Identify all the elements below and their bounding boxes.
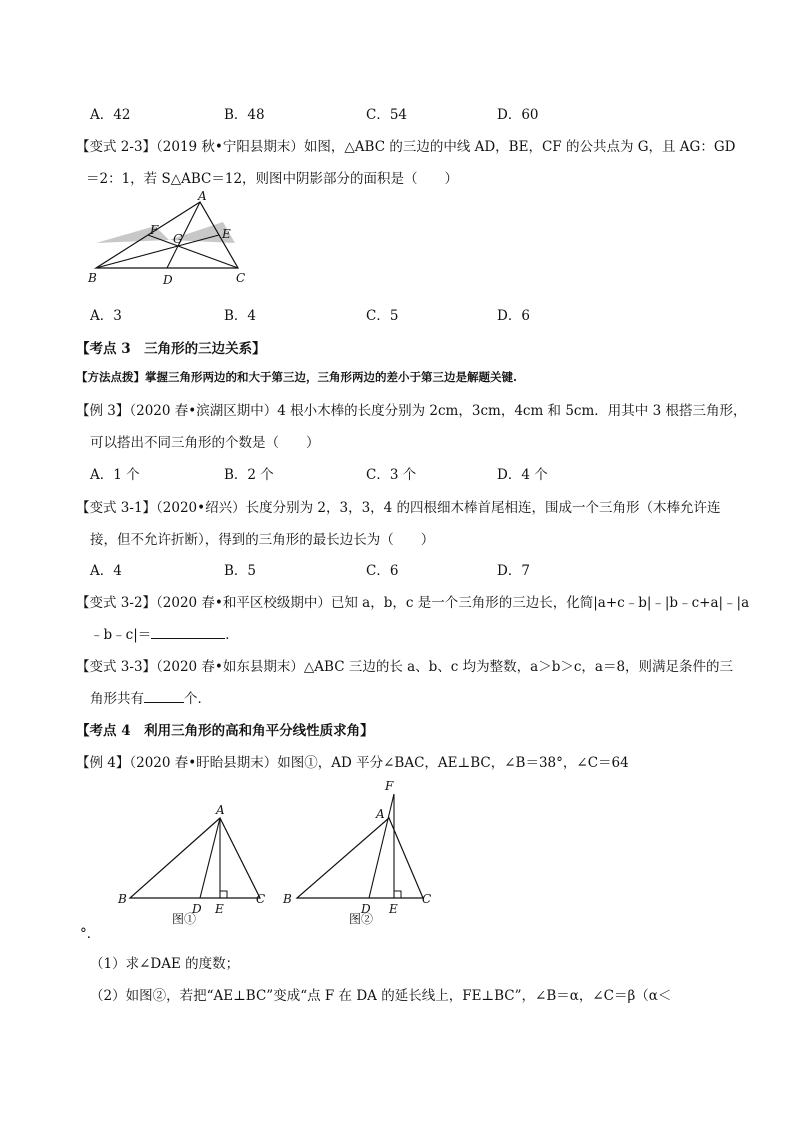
figure-1-caption: 图① [172, 912, 197, 926]
variant-3-2-end: ． [225, 627, 239, 643]
label-e: E [215, 902, 224, 916]
figure-2 [277, 772, 447, 932]
option-b: B．5 [224, 563, 257, 579]
variant-2-3-line2: ＝2：1，若 S△ABC＝12，则图中阴影部分的面积是（ ） [86, 171, 459, 187]
label-b: B [118, 892, 127, 906]
option-a: A．3 [90, 308, 122, 324]
label-d: D [361, 902, 371, 916]
label-c: C [236, 271, 246, 285]
example-4-question-1: （1）求∠DAE 的度数； [90, 956, 240, 972]
label-b: B [88, 271, 97, 285]
option-d: D．60 [497, 107, 539, 123]
option-c: C．6 [366, 563, 399, 579]
degree-continuation: °． [80, 926, 101, 942]
label-e: E [222, 227, 231, 241]
example-4-line1: 【例 4】（2020 春•盱眙县期末）如图①，AD 平分∠BAC，AE⊥BC，∠B＝38°，∠C＝64 [76, 755, 629, 771]
option-a: A．4 [90, 563, 122, 579]
option-a: A．1 个 [90, 467, 140, 483]
example-3-line2: 可以搭出不同三角形的个数是（ ） [90, 435, 320, 451]
option-a: A．42 [90, 107, 131, 123]
variant-3-3-line1: 【变式 3-3】（2020 春•如东县期末）△ABC 三边的长 a、b、c 均为整数，a＞b＞c，a＝8，则满足条件的三 [76, 659, 734, 675]
example-4-question-2: （2）如图②，若把“AE⊥BC”变成“点 F 在 DA 的延长线上，FE⊥BC”，∠B＝α，∠C＝β（α＜ [90, 988, 672, 1004]
variant-3-2-line1: 【变式 3-2】（2020 春•和平区校级期中）已知 a，b，c 是一个三角形的三边长，化简|a+c﹣b|﹣|b﹣c+a|﹣|a [76, 595, 750, 611]
figure-2-caption: 图② [349, 912, 374, 926]
label-f: F [150, 223, 159, 237]
option-d: D．6 [497, 308, 530, 324]
section-4-title: 【考点 4 利用三角形的高和角平分线性质求角】 [76, 723, 374, 739]
option-c: C．3 个 [366, 467, 417, 483]
option-b: B．2 个 [224, 467, 274, 483]
variant-3-1-line1: 【变式 3-1】（2020•绍兴）长度分别为 2，3，3，4 的四根细木棒首尾相连，围成一个三角形（木棒允许连 [76, 500, 721, 516]
option-d: D．7 [497, 563, 530, 579]
example-3-line1: 【例 3】（2020 春•滨湖区期中）4 根小木棒的长度分别为 2cm，3cm，4cm 和 5cm．用其中 3 根搭三角形， [76, 403, 747, 419]
label-c: C [422, 892, 432, 906]
variant-3-3-end: 个． [184, 691, 211, 707]
section-3-title: 【考点 3 三角形的三边关系】 [76, 341, 266, 357]
label-e: E [389, 902, 398, 916]
variant-3-3-start: 角形共有 [90, 691, 144, 707]
label-d: D [192, 902, 202, 916]
label-c: C [256, 892, 266, 906]
label-d: D [163, 273, 173, 287]
label-b: B [283, 892, 292, 906]
right-angle-mark [220, 891, 227, 898]
label-f: F [385, 779, 394, 793]
label-a: A [376, 807, 385, 821]
option-c: C．5 [366, 308, 399, 324]
option-b: B．48 [224, 107, 265, 123]
triangle-abc [297, 818, 423, 898]
triangle-abc [130, 818, 260, 898]
option-c: C．54 [366, 107, 408, 123]
figure-1 [112, 802, 282, 932]
variant-3-3-line2 [90, 687, 211, 707]
label-a: A [216, 803, 225, 817]
variant-3-2-expr: ﹣b﹣c|＝ [90, 627, 152, 643]
right-angle-mark [394, 891, 401, 898]
median-triangle-figure [86, 189, 256, 292]
label-a: A [198, 189, 207, 203]
answer-blank[interactable] [151, 626, 225, 639]
variant-3-2-line2 [90, 623, 239, 643]
option-d: D．4 个 [497, 467, 548, 483]
label-g: G [173, 232, 183, 246]
section-3-method-tip: 【方法点拨】掌握三角形两边的和大于第三边，三角形两边的差小于第三边是解题关键. [76, 370, 517, 384]
variant-3-1-line2: 接，但不允许折断），得到的三角形的最长边长为（ ） [90, 532, 435, 548]
option-b: B．4 [224, 308, 257, 324]
answer-blank[interactable] [144, 690, 184, 703]
bisector-ad [200, 818, 220, 898]
variant-2-3-line1: 【变式 2-3】（2019 秋•宁阳县期末）如图，△ABC 的三边的中线 AD，BE，CF 的公共点为 G，且 AG：GD [76, 139, 736, 155]
